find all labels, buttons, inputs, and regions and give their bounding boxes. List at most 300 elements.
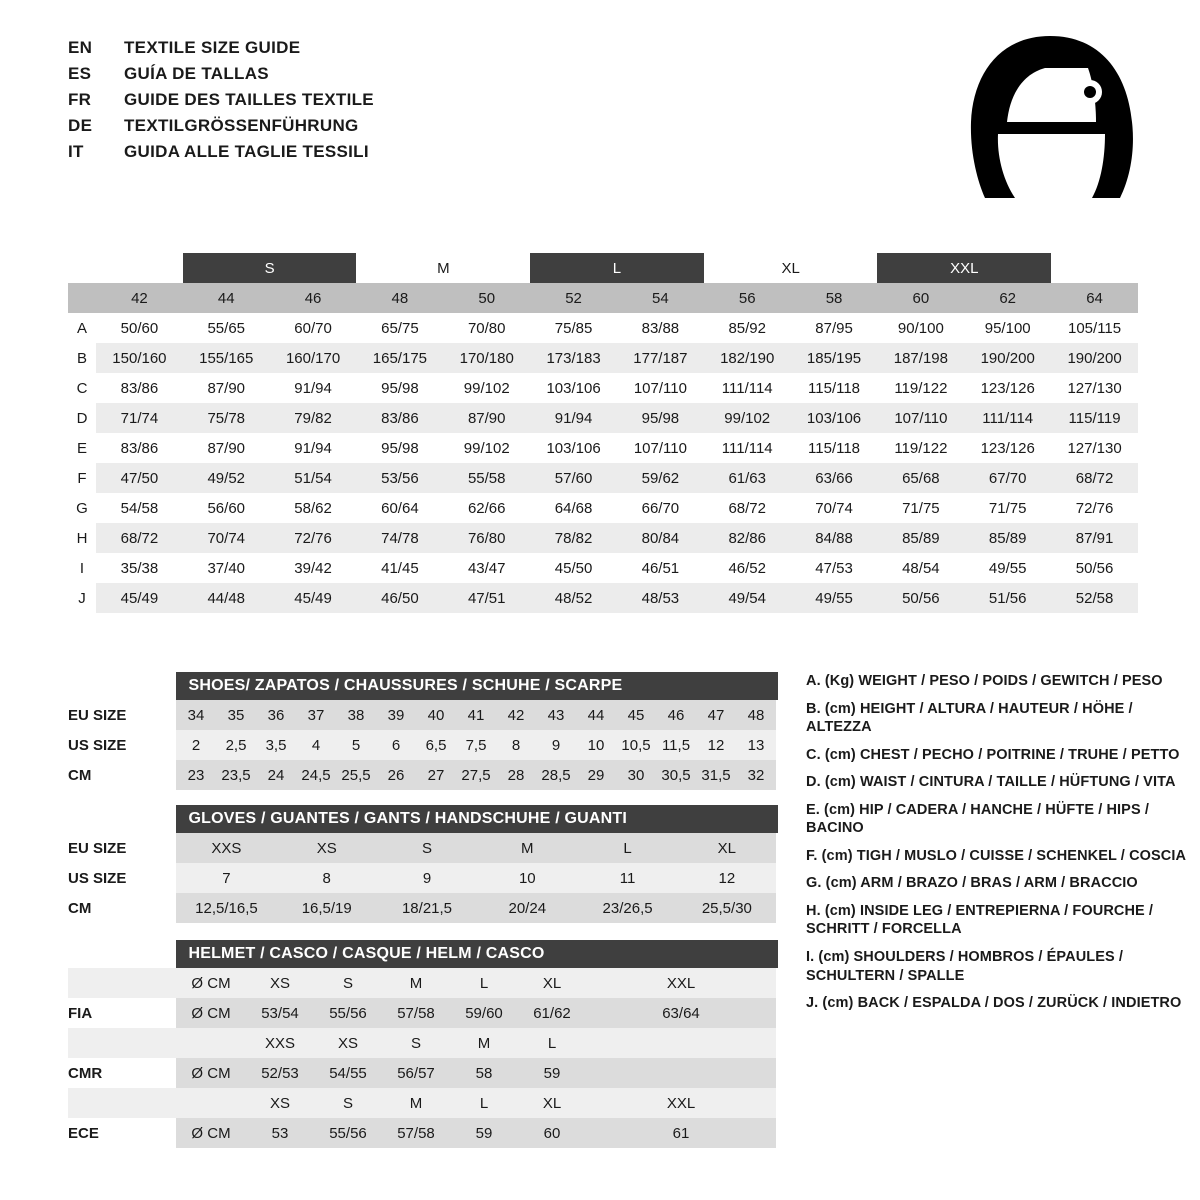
cell: 119/122	[877, 433, 964, 463]
cell: 67/70	[964, 463, 1051, 493]
cell: 27	[416, 760, 456, 790]
cell: 28,5	[536, 760, 576, 790]
cell: 50/56	[1051, 553, 1138, 583]
shoes-table	[68, 700, 776, 790]
table-row	[68, 998, 776, 1028]
row-label: F	[68, 463, 96, 493]
cell: 57/60	[530, 463, 617, 493]
cell: 127/130	[1051, 373, 1138, 403]
cell: 46/52	[704, 553, 791, 583]
size-header: 52	[530, 283, 617, 313]
cell: 53	[246, 1118, 314, 1148]
size-header: 62	[964, 283, 1051, 313]
row-label-blank	[68, 968, 176, 998]
cell: 50/60	[96, 313, 183, 343]
legend-item: H. (cm) INSIDE LEG / ENTREPIERNA / FOURCHE / SCHRITT / FORCELLA	[806, 902, 1154, 938]
cell: 26	[376, 760, 416, 790]
table-row	[68, 1118, 776, 1148]
cell: 63/64	[586, 998, 776, 1028]
size-header: 44	[183, 283, 270, 313]
cell: 61/62	[518, 998, 586, 1028]
table-row	[68, 863, 776, 893]
cell: 24,5	[296, 760, 336, 790]
cell-header: S	[314, 968, 382, 998]
size-header: 48	[356, 283, 443, 313]
cell: 9	[536, 730, 576, 760]
textile-size-table	[68, 253, 1138, 613]
cell: 170/180	[443, 343, 530, 373]
cell: 107/110	[877, 403, 964, 433]
cell: 91/94	[530, 403, 617, 433]
cell: 34	[176, 700, 216, 730]
cell: 70/74	[791, 493, 878, 523]
cell: 187/198	[877, 343, 964, 373]
cell: 4	[296, 730, 336, 760]
size-header: 56	[704, 283, 791, 313]
cell: 55/56	[314, 998, 382, 1028]
cell: 10	[477, 863, 577, 893]
cell: 150/160	[96, 343, 183, 373]
size-header: 42	[96, 283, 183, 313]
cell: 54/55	[314, 1058, 382, 1088]
title-language: ES	[68, 64, 92, 83]
cell: 79/82	[270, 403, 357, 433]
cell: M	[477, 833, 577, 863]
cell-header: M	[382, 1088, 450, 1118]
size-header: 46	[270, 283, 357, 313]
cell: 20/24	[477, 893, 577, 923]
cell: 60/64	[356, 493, 443, 523]
group-cell-xl: XL	[704, 253, 878, 283]
cell: 52/53	[246, 1058, 314, 1088]
cell: 160/170	[270, 343, 357, 373]
cell: 47/51	[443, 583, 530, 613]
group-cell-xxl: XXL	[877, 253, 1051, 283]
cell: 58/62	[270, 493, 357, 523]
cell: 72/76	[1051, 493, 1138, 523]
cell: 76/80	[443, 523, 530, 553]
cell: 115/118	[791, 433, 878, 463]
cell: 12,5/16,5	[176, 893, 276, 923]
cell: 11	[577, 863, 677, 893]
cell: 16,5/19	[277, 893, 377, 923]
row-label-blank	[68, 1088, 176, 1118]
cell: 8	[496, 730, 536, 760]
cell: 53/54	[246, 998, 314, 1028]
cell: 65/75	[356, 313, 443, 343]
cell: 85/92	[704, 313, 791, 343]
table-row	[68, 553, 1138, 583]
cell: 71/74	[96, 403, 183, 433]
cell: 56/60	[183, 493, 270, 523]
table-row	[68, 730, 776, 760]
title-text: TEXTILGRÖSSENFÜHRUNG	[124, 116, 359, 135]
title-language: EN	[68, 38, 93, 57]
cell: 11,5	[656, 730, 696, 760]
cell: 45/49	[96, 583, 183, 613]
cell: 8	[277, 863, 377, 893]
cell: 182/190	[704, 343, 791, 373]
cell: 32	[736, 760, 776, 790]
cell: 99/102	[443, 373, 530, 403]
cell: 44/48	[183, 583, 270, 613]
table-row	[68, 1058, 776, 1088]
cell: 111/114	[704, 433, 791, 463]
cell: 91/94	[270, 433, 357, 463]
cell: 87/90	[183, 373, 270, 403]
cell: 53/56	[356, 463, 443, 493]
cell: 55/65	[183, 313, 270, 343]
row-label: FIA	[68, 998, 176, 1028]
table-row	[68, 1088, 776, 1118]
cell: 107/110	[617, 373, 704, 403]
cell: 83/86	[96, 373, 183, 403]
cell: 18/21,5	[377, 893, 477, 923]
cell: 95/98	[356, 433, 443, 463]
table-row	[68, 833, 776, 863]
cell: 59/62	[617, 463, 704, 493]
cell: 46/51	[617, 553, 704, 583]
size-header: 64	[1051, 283, 1138, 313]
cell: 83/86	[96, 433, 183, 463]
cell: 45	[616, 700, 656, 730]
shoes-section	[68, 672, 778, 790]
helmet-table	[68, 968, 776, 1148]
measurement-legend	[806, 672, 1196, 1022]
cell: 45/50	[530, 553, 617, 583]
cell: 3,5	[256, 730, 296, 760]
cell: 66/70	[617, 493, 704, 523]
table-row	[68, 373, 1138, 403]
row-label: I	[68, 553, 96, 583]
cell: 87/90	[443, 403, 530, 433]
cell: 72/76	[270, 523, 357, 553]
cell: 41	[456, 700, 496, 730]
cell: 49/55	[791, 583, 878, 613]
cell-header: XL	[518, 1088, 586, 1118]
title-row	[68, 38, 374, 64]
cell: 185/195	[791, 343, 878, 373]
cell: Ø CM	[176, 968, 246, 998]
cell: 87/95	[791, 313, 878, 343]
cell-header: XS	[246, 968, 314, 998]
gloves-section	[68, 805, 778, 923]
cell: 119/122	[877, 373, 964, 403]
cell: 123/126	[964, 433, 1051, 463]
cell-header: S	[382, 1028, 450, 1058]
cell-unit: Ø CM	[176, 1058, 246, 1088]
cell: 155/165	[183, 343, 270, 373]
cell: 85/89	[964, 523, 1051, 553]
cell-blank	[586, 1058, 776, 1088]
cell: 62/66	[443, 493, 530, 523]
cell: 64/68	[530, 493, 617, 523]
cell: 60/70	[270, 313, 357, 343]
title-language: DE	[68, 116, 93, 135]
cell: 39/42	[270, 553, 357, 583]
helmet-icon	[955, 30, 1145, 215]
group-cell-blank2	[1051, 253, 1138, 283]
cell: 7,5	[456, 730, 496, 760]
table-row	[68, 893, 776, 923]
cell: 48	[736, 700, 776, 730]
title-text: GUIDE DES TAILLES TEXTILE	[124, 90, 374, 109]
row-label: CM	[68, 760, 176, 790]
cell: 111/114	[964, 403, 1051, 433]
row-label: B	[68, 343, 96, 373]
cell: L	[577, 833, 677, 863]
cell: 65/68	[877, 463, 964, 493]
cell: 91/94	[270, 373, 357, 403]
cell: 103/106	[530, 373, 617, 403]
cell: 2,5	[216, 730, 256, 760]
cell: 87/90	[183, 433, 270, 463]
cell: 58	[450, 1058, 518, 1088]
cell: 70/80	[443, 313, 530, 343]
cell: 6,5	[416, 730, 456, 760]
cell: 28	[496, 760, 536, 790]
cell-header: L	[450, 1088, 518, 1118]
cell: 44	[576, 700, 616, 730]
cell: 48/52	[530, 583, 617, 613]
cell: 68/72	[1051, 463, 1138, 493]
row-label: E	[68, 433, 96, 463]
cell: 68/72	[704, 493, 791, 523]
cell: 49/52	[183, 463, 270, 493]
title-row	[68, 64, 374, 90]
cell: 99/102	[704, 403, 791, 433]
cell-header: S	[314, 1088, 382, 1118]
cell: 39	[376, 700, 416, 730]
cell: 60	[518, 1118, 586, 1148]
legend-item: J. (cm) BACK / ESPALDA / DOS / ZURÜCK / INDIETRO	[806, 995, 1182, 1012]
cell: 5	[336, 730, 376, 760]
cell: XL	[678, 833, 776, 863]
cell-header: XS	[314, 1028, 382, 1058]
cell: 78/82	[530, 523, 617, 553]
cell-header: XXL	[586, 1088, 776, 1118]
row-label: G	[68, 493, 96, 523]
cell: 68/72	[96, 523, 183, 553]
cell: 59	[450, 1118, 518, 1148]
cell: 57/58	[382, 1118, 450, 1148]
table-row	[68, 343, 1138, 373]
cell: 80/84	[617, 523, 704, 553]
cell: 123/126	[964, 373, 1051, 403]
cell: S	[377, 833, 477, 863]
legend-item: B. (cm) HEIGHT / ALTURA / HAUTEUR / HÖHE / ALTEZZA	[806, 700, 1133, 736]
cell: XS	[277, 833, 377, 863]
cell: 12	[678, 863, 776, 893]
cell: 43	[536, 700, 576, 730]
table-row	[68, 403, 1138, 433]
cell: 49/55	[964, 553, 1051, 583]
row-label: J	[68, 583, 96, 613]
title-block	[68, 38, 374, 168]
shoes-bar-title: SHOES/ ZAPATOS / CHAUSSURES / SCHUHE / SCARPE	[176, 672, 778, 700]
cell: 36	[256, 700, 296, 730]
legend-item: I. (cm) SHOULDERS / HOMBROS / ÉPAULES / SCHULTERN / SPALLE	[806, 949, 1124, 984]
row-label: CM	[68, 893, 176, 923]
cell-blank	[176, 1088, 246, 1118]
cell: 38	[336, 700, 376, 730]
title-text: GUÍA DE TALLAS	[124, 64, 269, 83]
title-text: TEXTILE SIZE GUIDE	[124, 38, 301, 57]
cell: 2	[176, 730, 216, 760]
table-row	[68, 463, 1138, 493]
legend-item: G. (cm) ARM / BRAZO / BRAS / ARM / BRACCIO	[806, 875, 1138, 892]
cell: 61	[586, 1118, 776, 1148]
size-header: 50	[443, 283, 530, 313]
row-label: EU SIZE	[68, 833, 176, 863]
row-label: H	[68, 523, 96, 553]
cell: 48/54	[877, 553, 964, 583]
cell-header: L	[518, 1028, 586, 1058]
row-label: US SIZE	[68, 730, 176, 760]
cell: 43/47	[443, 553, 530, 583]
cell: 87/91	[1051, 523, 1138, 553]
cell: 59/60	[450, 998, 518, 1028]
cell: 83/88	[617, 313, 704, 343]
cell: 24	[256, 760, 296, 790]
cell-unit: Ø CM	[176, 998, 246, 1028]
cell: 27,5	[456, 760, 496, 790]
cell: 13	[736, 730, 776, 760]
title-row	[68, 90, 374, 116]
cell: 83/86	[356, 403, 443, 433]
cell: 9	[377, 863, 477, 893]
gloves-bar-title: GLOVES / GUANTES / GANTS / HANDSCHUHE / GUANTI	[176, 805, 778, 833]
cell: 23,5	[216, 760, 256, 790]
cell: 37/40	[183, 553, 270, 583]
cell: 6	[376, 730, 416, 760]
row-label: C	[68, 373, 96, 403]
cell: XXS	[176, 833, 276, 863]
cell: 51/56	[964, 583, 1051, 613]
cell-unit: Ø CM	[176, 1118, 246, 1148]
cell-header: XXL	[586, 968, 776, 998]
size-header-blank	[68, 283, 96, 313]
cell: 45/49	[270, 583, 357, 613]
cell: 47	[696, 700, 736, 730]
cell: 42	[496, 700, 536, 730]
cell: 10,5	[616, 730, 656, 760]
row-label: ECE	[68, 1118, 176, 1148]
cell: 12	[696, 730, 736, 760]
cell: 173/183	[530, 343, 617, 373]
cell: 7	[176, 863, 276, 893]
cell: 63/66	[791, 463, 878, 493]
cell: 46	[656, 700, 696, 730]
table-row	[68, 760, 776, 790]
table-row	[68, 493, 1138, 523]
title-language: FR	[68, 90, 92, 109]
title-row	[68, 142, 374, 168]
cell: 55/56	[314, 1118, 382, 1148]
legend-item: D. (cm) WAIST / CINTURA / TAILLE / HÜFTUNG / VITA	[806, 774, 1176, 791]
cell: 23/26,5	[577, 893, 677, 923]
cell: 75/78	[183, 403, 270, 433]
row-label: A	[68, 313, 96, 343]
cell: 99/102	[443, 433, 530, 463]
cell: 25,5	[336, 760, 376, 790]
cell: 29	[576, 760, 616, 790]
table-row	[68, 1028, 776, 1058]
cell: 30	[616, 760, 656, 790]
size-header: 54	[617, 283, 704, 313]
cell: 61/63	[704, 463, 791, 493]
legend-item: F. (cm) TIGH / MUSLO / CUISSE / SCHENKEL / COSCIA	[806, 847, 1187, 864]
cell: 35/38	[96, 553, 183, 583]
cell: 51/54	[270, 463, 357, 493]
group-cell-l: L	[530, 253, 704, 283]
group-cell-m: M	[356, 253, 530, 283]
cell: 37	[296, 700, 336, 730]
table-row	[68, 583, 1138, 613]
cell: 41/45	[356, 553, 443, 583]
cell: 105/115	[1051, 313, 1138, 343]
table-row	[68, 313, 1138, 343]
cell: 190/200	[964, 343, 1051, 373]
cell: 177/187	[617, 343, 704, 373]
cell: 115/118	[791, 373, 878, 403]
title-text: GUIDA ALLE TAGLIE TESSILI	[124, 142, 369, 161]
cell: 127/130	[1051, 433, 1138, 463]
legend-item: C. (cm) CHEST / PECHO / POITRINE / TRUHE / PETTO	[806, 746, 1180, 763]
cell: 82/86	[704, 523, 791, 553]
cell: 75/85	[530, 313, 617, 343]
cell: 71/75	[877, 493, 964, 523]
cell: 56/57	[382, 1058, 450, 1088]
cell-blank	[586, 1028, 776, 1058]
cell: 95/98	[617, 403, 704, 433]
cell: 48/53	[617, 583, 704, 613]
cell: 52/58	[1051, 583, 1138, 613]
group-cell-blank	[68, 253, 96, 283]
row-label-blank	[68, 1028, 176, 1058]
table-row	[68, 700, 776, 730]
cell: 31,5	[696, 760, 736, 790]
cell: 103/106	[530, 433, 617, 463]
cell: 165/175	[356, 343, 443, 373]
row-label: EU SIZE	[68, 700, 176, 730]
group-cell-s: S	[183, 253, 357, 283]
cell: 95/98	[356, 373, 443, 403]
cell: 84/88	[791, 523, 878, 553]
gloves-table	[68, 833, 776, 923]
cell: 54/58	[96, 493, 183, 523]
size-header: 60	[877, 283, 964, 313]
cell: 107/110	[617, 433, 704, 463]
cell-header: M	[450, 1028, 518, 1058]
table-row	[68, 523, 1138, 553]
helmet-bar-title: HELMET / CASCO / CASQUE / HELM / CASCO	[176, 940, 778, 968]
cell-header: XS	[246, 1088, 314, 1118]
cell: 74/78	[356, 523, 443, 553]
cell: 47/50	[96, 463, 183, 493]
helmet-section	[68, 940, 778, 1148]
legend-item: A. (Kg) WEIGHT / PESO / POIDS / GEWITCH / PESO	[806, 673, 1163, 689]
cell: 47/53	[791, 553, 878, 583]
cell: 30,5	[656, 760, 696, 790]
cell: 57/58	[382, 998, 450, 1028]
title-language: IT	[68, 142, 84, 161]
cell: 50/56	[877, 583, 964, 613]
cell: 103/106	[791, 403, 878, 433]
cell: 59	[518, 1058, 586, 1088]
cell: 190/200	[1051, 343, 1138, 373]
cell: 70/74	[183, 523, 270, 553]
